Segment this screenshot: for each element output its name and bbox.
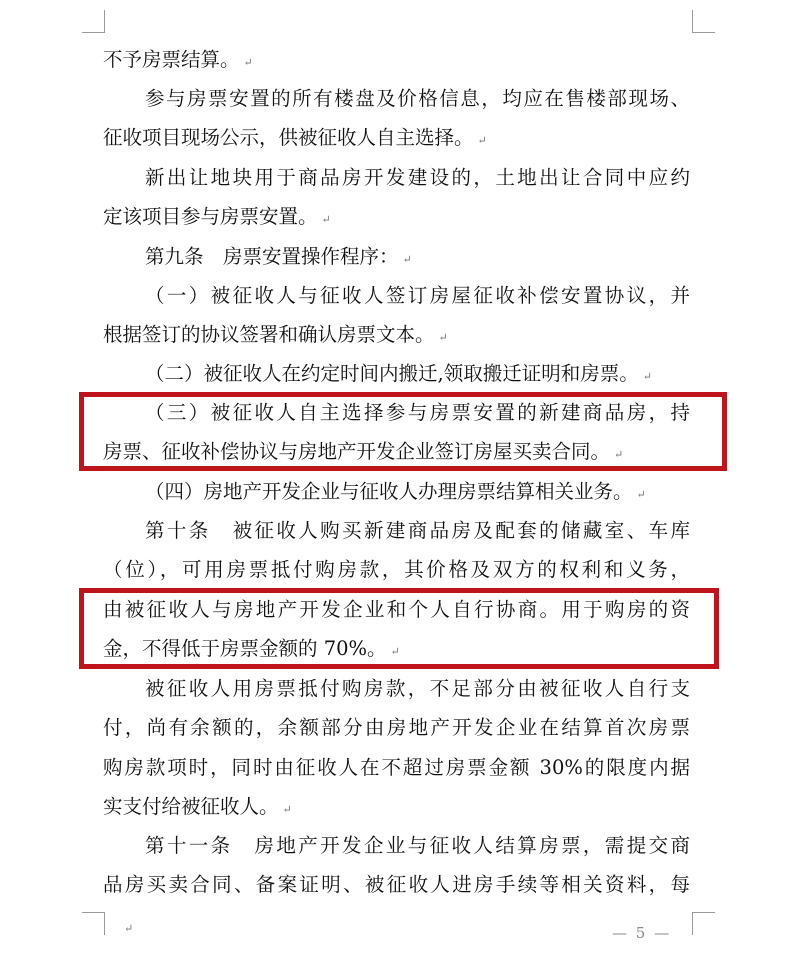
text-line: （三）被征收人自主选择参与房票安置的新建商品房，持 [145,401,690,424]
text-line: 实支付给被征收人。 ↵ [103,795,292,818]
text-line: 根据签订的协议签署和确认房票文本。 ↵ [103,323,448,346]
crop-mark-top-left [82,10,105,33]
text-line: 不予房票结算。 ↵ [103,48,253,71]
text-line: 由被征收人与房地产开发企业和个人自行协商。用于购房的资 [103,598,690,621]
text-line: 征收项目现场公示，供被征收人自主选择。 ↵ [103,126,487,149]
article-heading-line: 第十一条 房地产开发企业与征收人结算房票，需提交商 [145,834,690,857]
paragraph-mark: ↵ [124,922,134,935]
text-line: （位），可用房票抵付购房款，其价格及双方的权利和义务， [103,558,690,581]
paragraph-mark: ↵ [390,645,400,658]
page-number: — 5 — [612,924,672,942]
text-line: （一）被征收人与征收人签订房屋征收补偿安置协议，并 [145,284,690,307]
text-line: 品房买卖合同、备案证明、被征收人进房手续等相关资料，每 [103,873,690,896]
paragraph-mark: ↵ [438,331,448,344]
article-heading: 第九条 房票安置操作程序： ↵ [145,245,412,268]
text-line: 定该项目参与房票安置。 ↵ [103,205,331,228]
paragraph-mark: ↵ [614,448,624,461]
crop-mark-bottom-right [692,912,715,935]
text-line: （四）房地产开发企业与征收人办理房票结算相关业务。 ↵ [145,480,646,503]
text-line: （二）被征收人在约定时间内搬迁,领取搬迁证明和房票。 ↵ [145,362,652,385]
article-heading-line: 第十条 被征收人购买新建商品房及配套的储藏室、车库 [145,519,690,542]
paragraph-mark: ↵ [636,488,646,501]
highlight-box-article-9-item-3 [79,392,727,471]
text-line: 金，不得低于房票金额的 70%。 ↵ [103,637,400,660]
paragraph-mark: ↵ [402,253,412,266]
paragraph-mark: ↵ [642,370,652,383]
paragraph-mark: ↵ [477,134,487,147]
highlight-box-article-10 [79,588,719,669]
paragraph-mark: ↵ [321,213,331,226]
crop-mark-top-right [692,10,715,33]
text-line: 房票、征收补偿协议与房地产开发企业签订房屋买卖合同。 ↵ [103,440,624,463]
text-line: 付，尚有余额的，余额部分由房地产开发企业在结算首次房票 [103,716,690,739]
paragraph-mark: ↵ [243,56,253,69]
paragraph-mark: ↵ [282,803,292,816]
text-line: 购房款项时，同时由征收人在不超过房票金额 30%的限度内据 [103,756,690,779]
text-line: 被征收人用房票抵付购房款，不足部分由被征收人自行支 [145,677,690,700]
text-line: 新出让地块用于商品房开发建设的，土地出让合同中应约 [145,166,690,189]
text-line: 参与房票安置的所有楼盘及价格信息，均应在售楼部现场、 [145,87,690,110]
crop-mark-bottom-left [82,912,105,935]
